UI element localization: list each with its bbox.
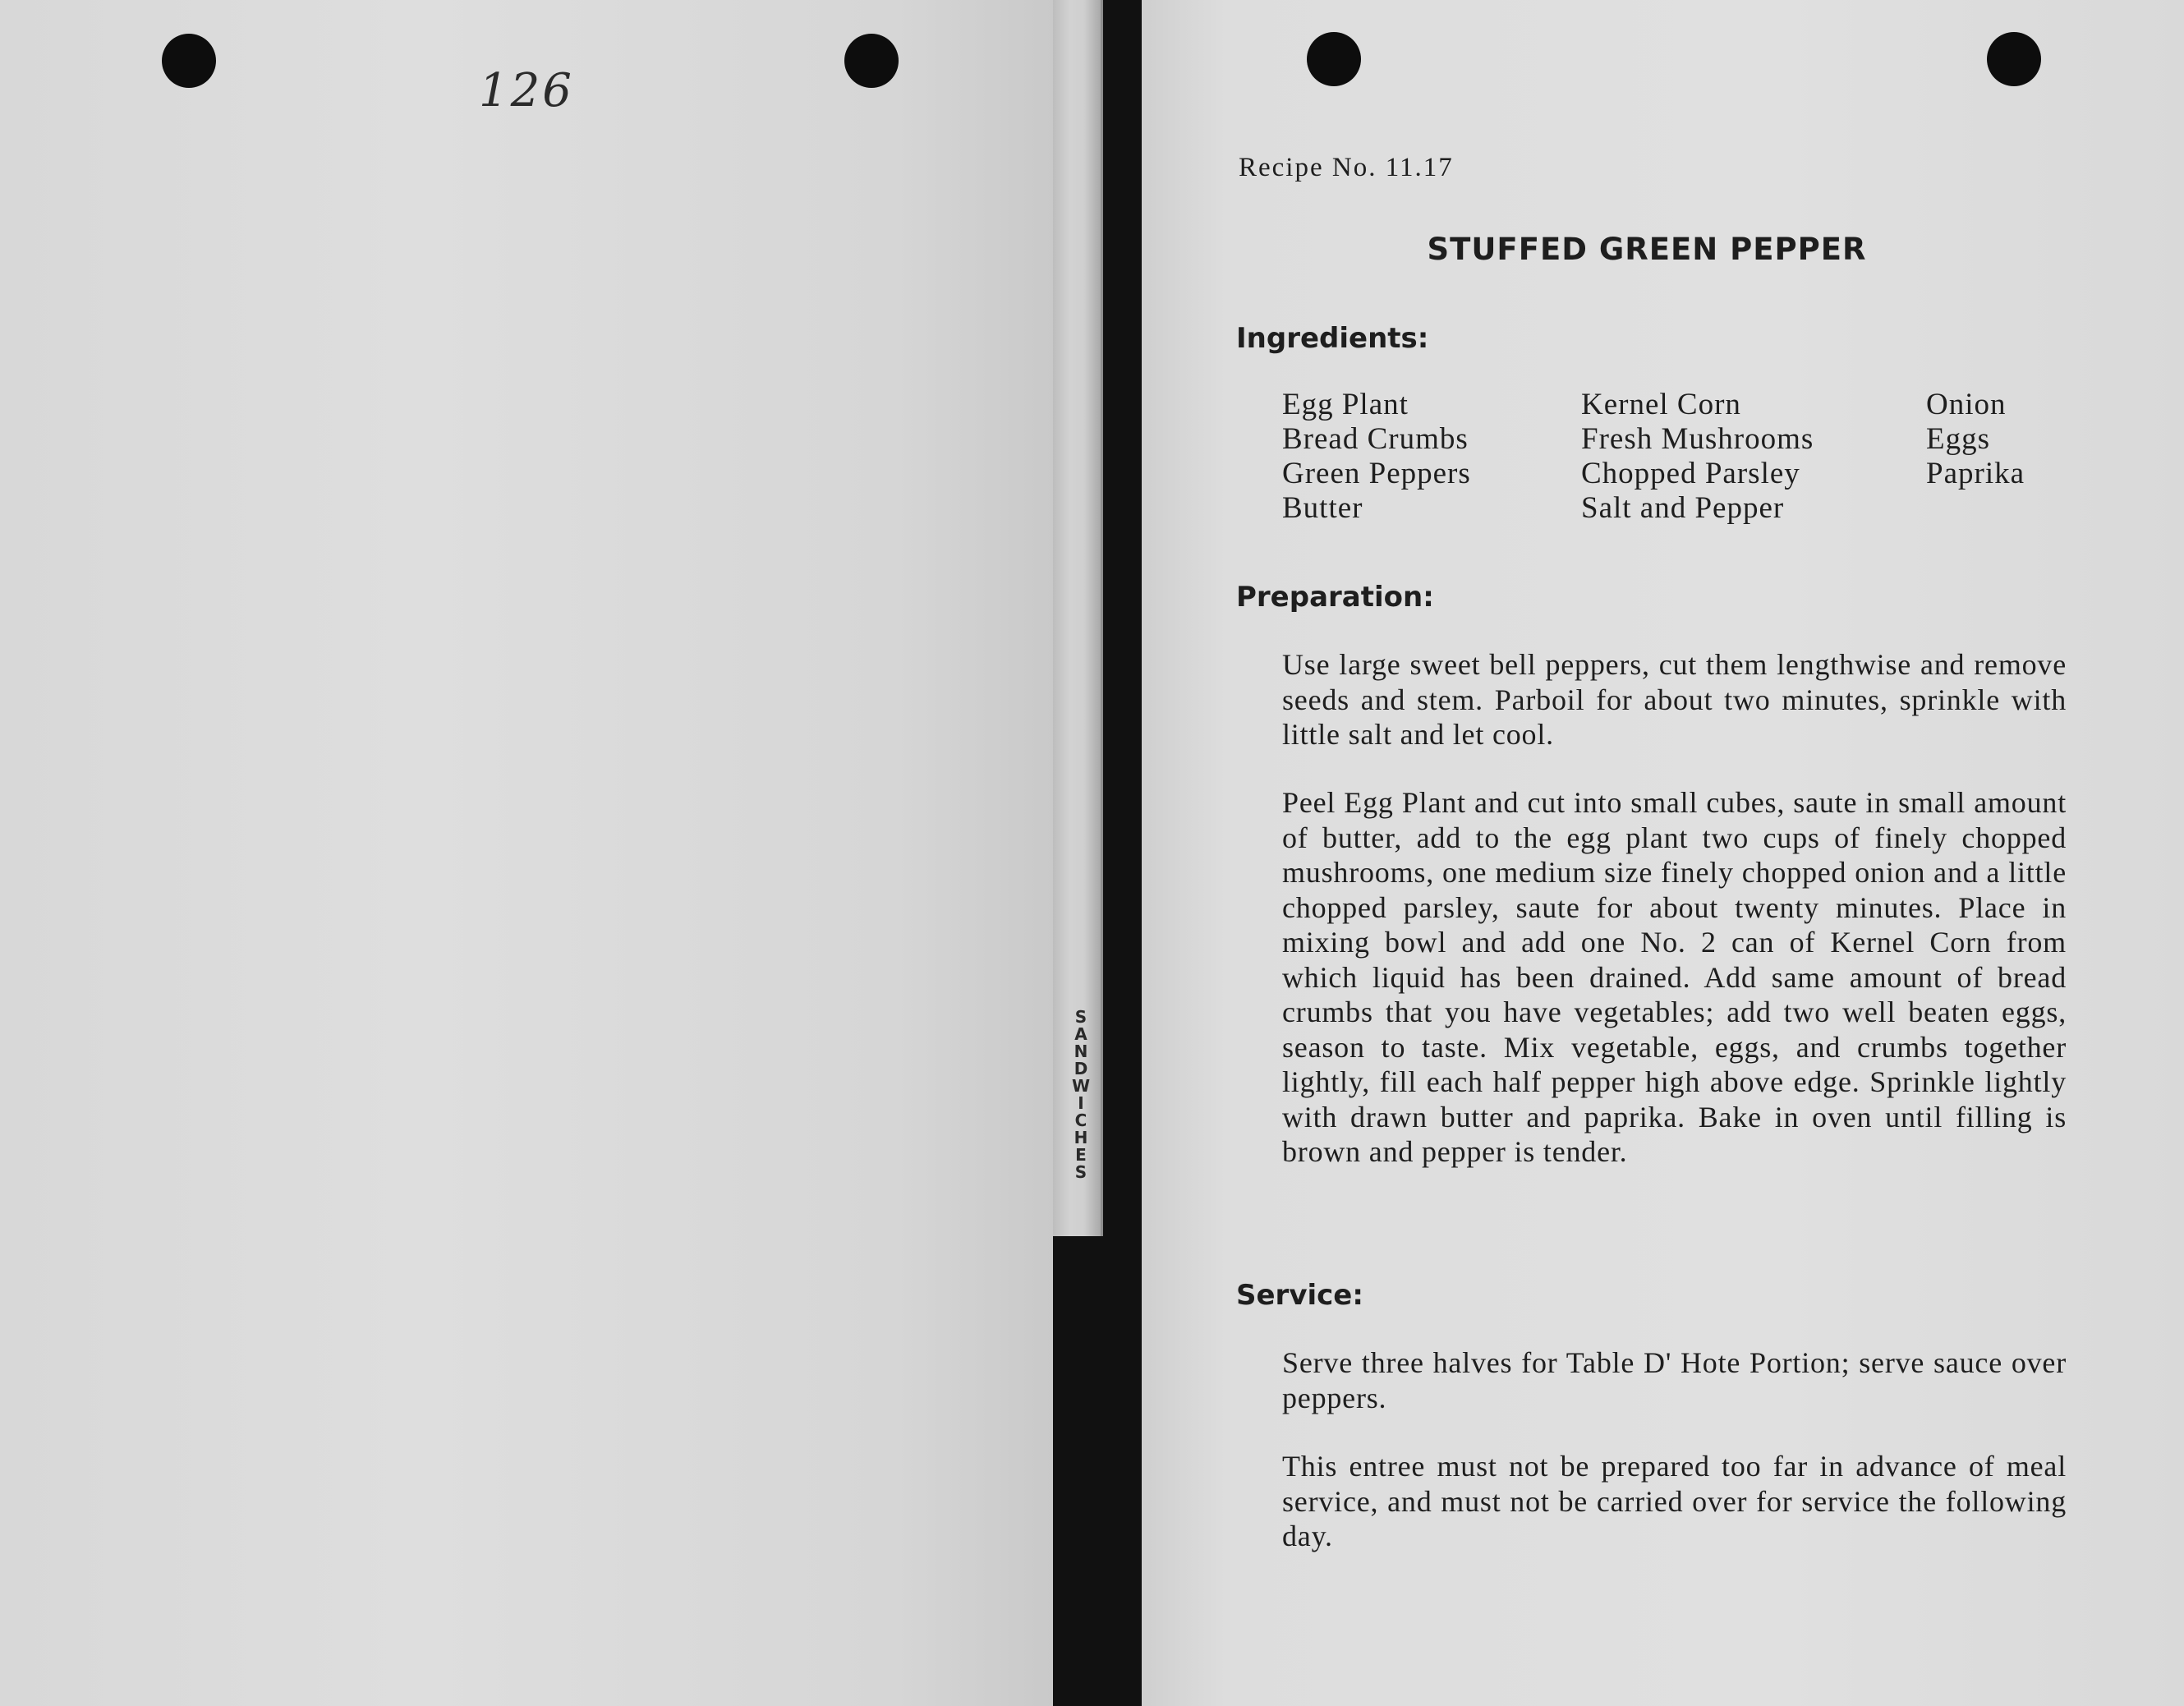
ingredient-item: Salt and Pepper (1581, 491, 1785, 525)
punch-hole-left-2 (844, 34, 899, 88)
ingredients-column-2 (1581, 388, 1814, 526)
ingredient-item: Butter (1282, 491, 1363, 525)
recipe-title: STUFFED GREEN PEPPER (1427, 232, 1867, 267)
ingredient-item: Eggs (1926, 422, 1990, 456)
ingredient-item: Bread Crumbs (1282, 422, 1469, 456)
preparation-paragraph-2: Peel Egg Plant and cut into small cubes, saute in small amount of butter, add to the egg plant two cups of finely chopped mushrooms, one medium size finely chopped onion and a little chopped parsley, saute for about twenty minutes. Place in mixing bowl and add one No. 2 can of Kernel Corn from which liquid has been drained. Add same amount of bread crumbs that you have vegetables; add two well beaten eggs, season to taste. Mix vegetable, eggs, and crumbs together lightly, fill each half pepper high above edge. Sprinkle lightly with drawn butter and paprika. Bake in oven until filling is brown and pepper is tender. (1282, 786, 2067, 1168)
recipe-number: Recipe No. 11.17 (1239, 153, 1454, 182)
punch-hole-left-1 (162, 34, 216, 88)
ingredients-heading: Ingredients: (1236, 322, 1429, 355)
ingredient-item: Egg Plant (1282, 388, 1409, 421)
service-heading: Service: (1236, 1279, 1363, 1312)
ingredient-item: Green Peppers (1282, 457, 1471, 490)
ingredients-column-1 (1282, 388, 1471, 526)
ingredient-item: Fresh Mushrooms (1581, 422, 1814, 456)
preparation-paragraph-1: Use large sweet bell peppers, cut them lengthwise and remove seeds and stem. Parboil for about two minutes, sprinkle with little salt and let cool. (1282, 648, 2067, 751)
ingredients-column-3 (1926, 388, 2025, 491)
punch-hole-right-1 (1307, 32, 1361, 86)
divider-tab-label: SANDWICHES (1072, 1007, 1091, 1182)
ingredient-item: Onion (1926, 388, 2007, 421)
page-number: 126 (479, 64, 574, 117)
ingredient-item: Paprika (1926, 457, 2025, 490)
ingredient-item: Chopped Parsley (1581, 457, 1800, 490)
ingredient-item: Kernel Corn (1581, 388, 1741, 421)
left-page (0, 0, 1053, 1706)
preparation-heading: Preparation: (1236, 581, 1434, 614)
service-paragraph-1: Serve three halves for Table D' Hote Portion; serve sauce over peppers. (1282, 1346, 2067, 1414)
service-paragraph-2: This entree must not be prepared too far in advance of meal service, and must not be carried over for service the following day. (1282, 1450, 2067, 1552)
punch-hole-right-2 (1987, 32, 2041, 86)
